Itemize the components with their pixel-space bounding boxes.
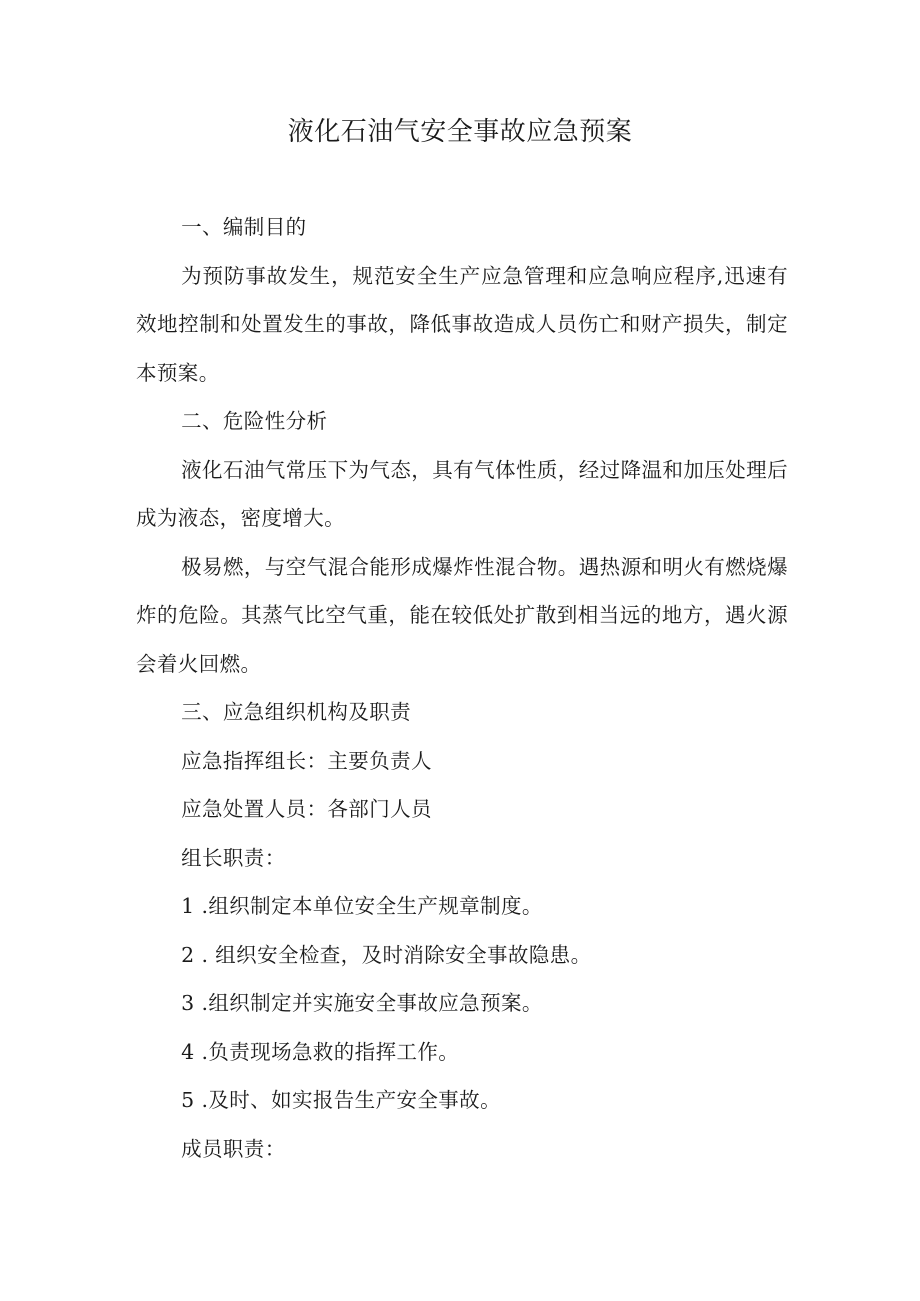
leader-duties-label: 组长职责： [181,845,286,870]
paragraph-hazard-flammability: 极易燃，与空气混合能形成爆炸性混合物。遇热源和明火有燃烧爆炸的危险。其蒸气比空气重，能在较低处扩散到相当远的地方，遇火源会着火回燃。 [136,554,788,676]
leader-assignment: 应急指挥组长：主要负责人 [181,748,432,773]
leader-duty-item: 5 .及时、如实报告生产安全事故。 [181,1088,501,1112]
member-duties-label: 成员职责： [181,1136,286,1161]
leader-duty-item: 1 .组织制定本单位安全生产规章制度。 [181,894,543,918]
leader-duty-item: 3 .组织制定并实施安全事故应急预案。 [181,991,543,1015]
paragraph-hazard-properties: 液化石油气常压下为气态，具有气体性质，经过降温和加压处理后成为液态，密度增大。 [136,457,788,530]
leader-duty-item: 2 . 组织安全检查，及时消除安全事故隐患。 [181,942,592,967]
section-heading-purpose: 一、编制目的 [181,215,307,239]
document-title: 液化石油气安全事故应急预案 [287,117,633,147]
section-heading-organization: 三、应急组织机构及职责 [181,700,411,724]
document-body [136,203,788,1173]
paragraph-purpose: 为预防事故发生，规范安全生产应急管理和应急响应程序,迅速有效地控制和处置发生的事故，降低事故造成人员伤亡和财产损失，制定本预案。 [136,263,788,385]
leader-duty-item: 4 .负责现场急救的指挥工作。 [181,1039,460,1064]
staff-assignment: 应急处置人员：各部门人员 [181,797,432,821]
section-heading-hazard-analysis: 二、危险性分析 [181,409,328,433]
